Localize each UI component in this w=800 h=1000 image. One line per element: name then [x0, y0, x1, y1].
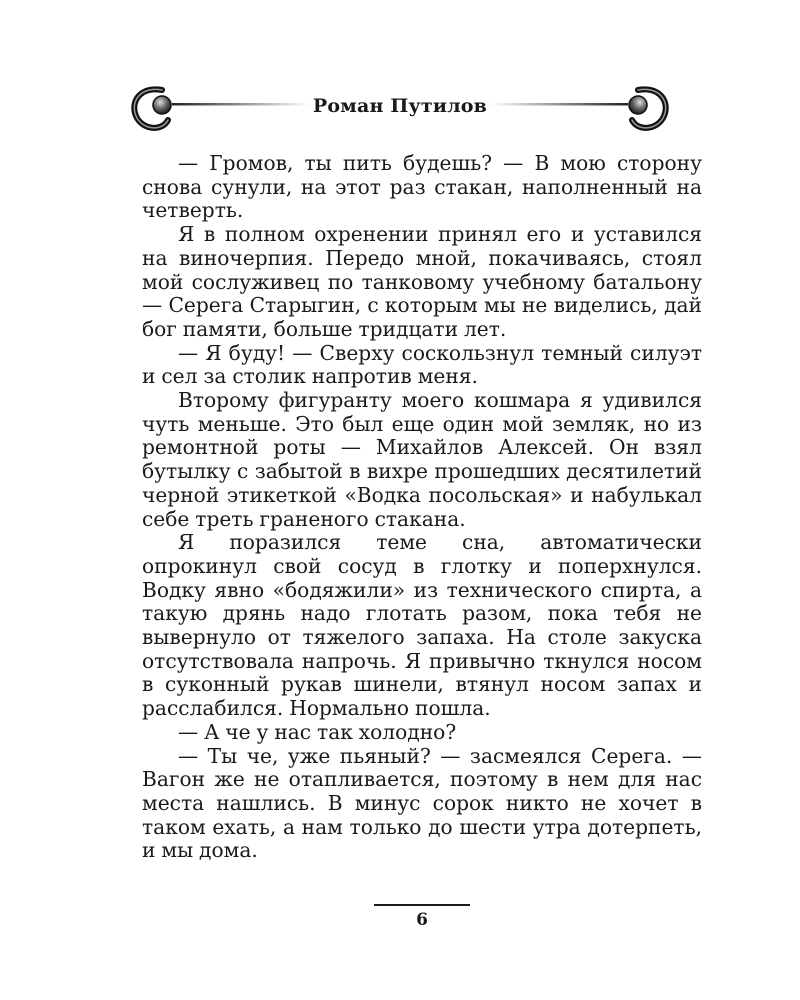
- paragraph: — Ты че, уже пьяный? — засмеялся Серега. — Вагон же не отапливается, поэтому в нем для нас места нашлись. В минус сорок никто не хочет в таком ехать, а нам только до шести утра дотерпеть, и мы дома.: [142, 743, 702, 863]
- paragraph: Я поразился теме сна, автоматически опрокинул свой сосуд в глотку и поперхнулся. Водку явно «бодяжили» из технического спирта, а такую дрянь надо глотать разом, пока тебя не вывернуло от тяжелого запаха. На столе закуска отсутствовала напрочь. Я привычно ткнулся носом в суконный рукав шинели, втянул носом запах и расслабился. Нормально пошла.: [142, 530, 702, 721]
- paragraph: — Громов, ты пить будешь? — В мою сторону снова сунули, на этот раз стакан, наполненный на четверть.: [142, 151, 702, 223]
- paragraph: Второму фигуранту моего кошмара я удивился чуть меньше. Это был еще один мой земляк, но из ремонтной роты — Михайлов Алексей. Он взял бутылку с забытой в вихре прошедших десятилетий черной этикеткой «Водка посольская» и набулькал себе треть граненого стакана.: [142, 388, 702, 531]
- page-number: 6: [416, 910, 428, 930]
- running-title: Роман Путилов: [312, 95, 488, 117]
- body-text: [142, 152, 702, 863]
- footer-rule: [374, 904, 470, 906]
- paragraph: Я в полном охренении принял его и уставился на виночерпия. Передо мной, покачиваясь, стоял мой сослуживец по танковому учебному батальону — Серега Старыгин, с которым мы не виделись, дай бог памяти, больше тридцати лет.: [142, 222, 702, 341]
- page-header: [0, 80, 800, 140]
- ornament-swirl-icon: [490, 80, 672, 140]
- paragraph: — А че у нас так холодно?: [178, 719, 457, 744]
- paragraph: — Я буду! — Сверху соскользнул темный силуэт и сел за столик напротив меня.: [142, 340, 702, 389]
